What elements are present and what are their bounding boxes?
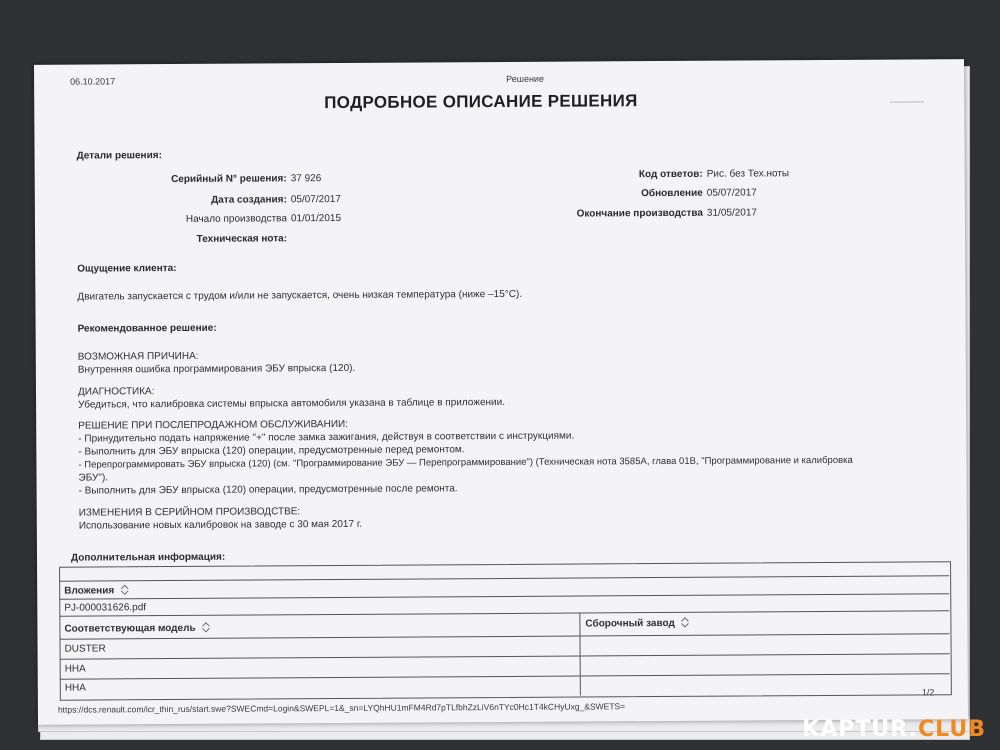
answer-code-value: Рис. без Тех.ноты: [706, 168, 790, 180]
document-sheet: [34, 59, 968, 725]
serial-number-value: 37 926: [290, 173, 322, 185]
page-number: 1/2: [921, 687, 935, 698]
attachments-header[interactable]: [64, 584, 129, 596]
update-date-label: Обновление: [641, 187, 703, 200]
diagnostics-text: Убедиться, что калибровка системы впрыска автомобиля указана в таблице в приложении.: [78, 396, 506, 411]
service-line: - Перепрограммировать ЭБУ впрыска (120) (см. "Программирование ЭБУ — Перепрограммирование") (Техническая нота 3585А, глава 01В, "Программирование и калибровка: [78, 454, 853, 471]
service-line: - Выполнить для ЭБУ впрыска (120) операции, предусмотренные перед ремонтом.: [78, 444, 465, 458]
cause-title: ВОЗМОЖНАЯ ПРИЧИНА:: [77, 350, 199, 363]
service-line: ЭБУ").: [78, 472, 109, 484]
serial-number-label: Серийный N° решения:: [171, 173, 287, 186]
production-start-value: 01/01/2015: [290, 212, 342, 225]
print-date: 06.10.2017: [70, 76, 116, 87]
sort-icon[interactable]: [120, 584, 129, 595]
update-date-value: 05/07/2017: [706, 187, 757, 199]
details-heading: Детали решения:: [76, 150, 162, 162]
header-center-label: Решение: [506, 73, 544, 84]
sort-icon[interactable]: [201, 622, 210, 633]
table-row: DUSTER: [64, 643, 106, 655]
answer-code-label: Код ответов:: [638, 168, 703, 181]
model-header[interactable]: [64, 622, 210, 635]
plant-header-label: Сборочный завод: [585, 617, 675, 630]
serial-production-title: ИЗМЕНЕНИЯ В СЕРИЙНОМ ПРОИЗВОДСТВЕ:: [78, 506, 301, 519]
model-header-label: Соответствующая модель: [64, 622, 196, 635]
serial-production-text: Использование новых калибровок на заводе с 30 мая 2017 г.: [78, 518, 363, 532]
site-watermark: [802, 717, 986, 742]
sort-icon[interactable]: [681, 617, 690, 628]
created-date-value: 05/07/2017: [290, 193, 341, 206]
watermark-part1: KAPTUR.: [802, 717, 918, 742]
cause-text: Внутренняя ошибка программирования ЭБУ впрыска (120).: [77, 362, 356, 376]
attachment-file-link[interactable]: PJ-000031626.pdf: [64, 602, 147, 614]
client-heading: Ощущение клиента:: [77, 262, 177, 275]
footer-url: https://dcs.renault.com/icr_thin_rus/start.swe?SWECmd=Login&SWEPL=1&_sn=LYQhHU1mFM4Rd7pTLfbhZzLiV6nTYc0Hc1T4kCHyUxg_&SWETS=: [57, 701, 626, 715]
watermark-part2: CLUB: [917, 717, 986, 742]
table-row: HHA: [64, 682, 86, 694]
service-line: - Выполнить для ЭБУ впрыска (120) операции, предусмотренные после ремонта.: [78, 483, 458, 497]
client-text: Двигатель запускается с трудом и/или не запускается, очень низкая температура (ниже –15°С).: [77, 288, 523, 303]
plant-header[interactable]: [585, 617, 689, 630]
diagnostics-title: ДИАГНОСТИКА:: [77, 386, 155, 398]
additional-heading: Дополнительная информация:: [70, 551, 226, 564]
tech-note-label: Техническая нота:: [196, 233, 288, 245]
page-title: ПОДРОБНОЕ ОПИСАНИЕ РЕШЕНИЯ: [324, 91, 638, 113]
scan-mark: [890, 95, 924, 102]
attachments-header-label: Вложения: [64, 585, 115, 597]
service-title: РЕШЕНИЕ ПРИ ПОСЛЕПРОДАЖНОМ ОБСЛУЖИВАНИИ:: [78, 418, 348, 432]
production-end-value: 31/05/2017: [706, 207, 758, 219]
recommended-heading: Рекомендованное решение:: [77, 322, 217, 335]
production-end-label: Окончание производства: [576, 207, 703, 220]
service-line: - Принудительно подать напряжение "+" после замка зажигания, действуя в соответствии с инструкциями.: [78, 430, 575, 445]
created-date-label: Дата создания:: [211, 194, 287, 206]
table-row: HHA: [64, 663, 86, 675]
production-start-label: Начало производства: [185, 213, 287, 225]
